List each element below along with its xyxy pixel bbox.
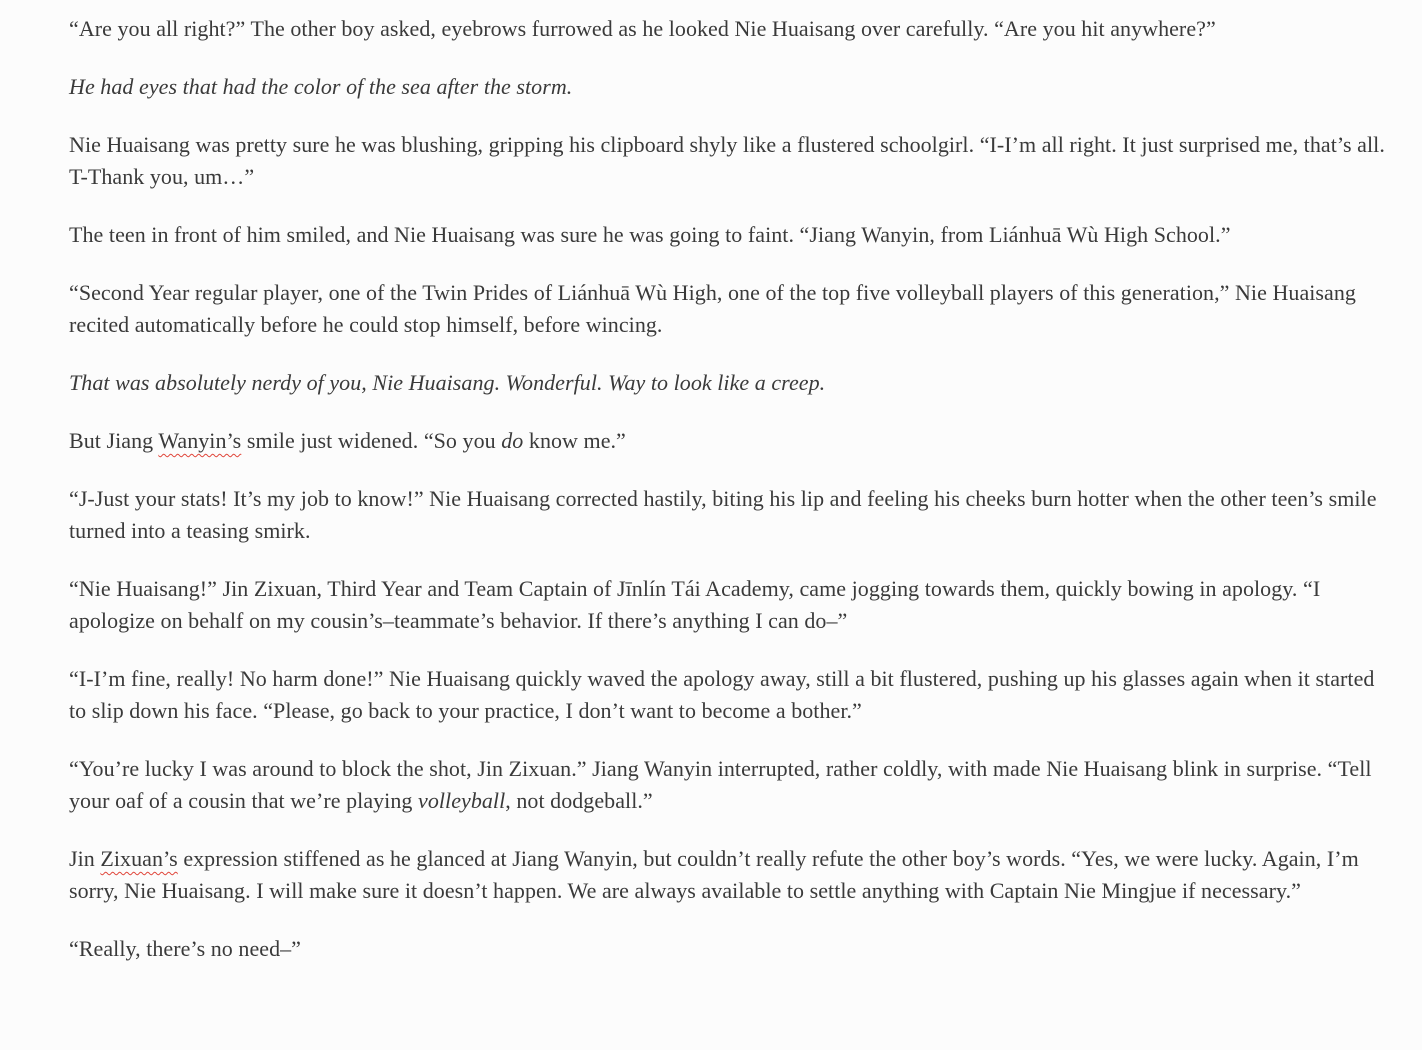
paragraph-9: “Nie Huaisang!” Jin Zixuan, Third Year and Team Captain of Jīnlín Tái Academy, came jogging towards them, quickly bowing in apology. “I apologize on behalf on my cousin’s–teammate’s behavior. If there’s anything I can do–” — [69, 576, 1321, 633]
paragraph-2 — [69, 71, 1389, 103]
spellcheck-underlined-word[interactable]: Zixuan’s — [100, 846, 178, 871]
spellcheck-underlined-word[interactable]: Wanyin’s — [158, 428, 242, 453]
text-run: smile just widened. “So you — [241, 428, 502, 453]
paragraph-5: “Second Year regular player, one of the Twin Prides of Liánhuā Wù High, one of the top five volleyball players of this generation,” Nie Huaisang recited automatically before he could stop himself, before wincing. — [69, 280, 1356, 337]
text-run: Jin — [69, 846, 101, 871]
italic-thought: That was absolutely nerdy of you, Nie Huaisang. Wonderful. Way to look like a creep. — [69, 370, 826, 395]
text-run: know me.” — [523, 428, 626, 453]
text-run: “You’re lucky I was around to block the shot, Jin Zixuan.” Jiang Wanyin interrupted, rather coldly, with made Nie Huaisang blink in surprise. “Tell your oaf of a cousin that we’re playing — [69, 756, 1372, 813]
paragraph-3: Nie Huaisang was pretty sure he was blushing, gripping his clipboard shyly like a flustered schoolgirl. “I-I’m all right. It just surprised me, that’s all. T-Thank you, um…” — [69, 132, 1385, 189]
italic-emphasis: do — [501, 428, 524, 453]
text-run: But Jiang — [69, 428, 159, 453]
text-run: , not dodgeball.” — [505, 788, 653, 813]
paragraph-6 — [69, 367, 1389, 399]
document-body — [69, 13, 1389, 991]
paragraph-10: “I-I’m fine, really! No harm done!” Nie Huaisang quickly waved the apology away, still a bit flustered, pushing up his glasses again when it started to slip down his face. “Please, go back to your practice, I don’t want to become a bother.” — [69, 666, 1375, 723]
paragraph-11 — [69, 753, 1389, 817]
paragraph-1: “Are you all right?” The other boy asked, eyebrows furrowed as he looked Nie Huaisang over carefully. “Are you hit anywhere?” — [69, 16, 1216, 41]
italic-emphasis: volleyball — [418, 788, 506, 813]
paragraph-8: “J-Just your stats! It’s my job to know!” Nie Huaisang corrected hastily, biting his lip and feeling his cheeks burn hotter when the other teen’s smile turned into a teasing smirk. — [69, 486, 1377, 543]
paragraph-12 — [69, 843, 1389, 907]
paragraph-4: The teen in front of him smiled, and Nie Huaisang was sure he was going to faint. “Jiang Wanyin, from Liánhuā Wù High School.” — [69, 222, 1231, 247]
paragraph-7 — [69, 425, 1389, 457]
text-run: expression stiffened as he glanced at Jiang Wanyin, but couldn’t really refute the other boy’s words. “Yes, we were lucky. Again, I’m sorry, Nie Huaisang. I will make sure it doesn’t happen. We are always available to settle anything with Captain Nie Mingjue if necessary.” — [69, 846, 1359, 903]
italic-thought: He had eyes that had the color of the sea after the storm. — [69, 74, 573, 99]
paragraph-13: “Really, there’s no need–” — [69, 936, 301, 961]
